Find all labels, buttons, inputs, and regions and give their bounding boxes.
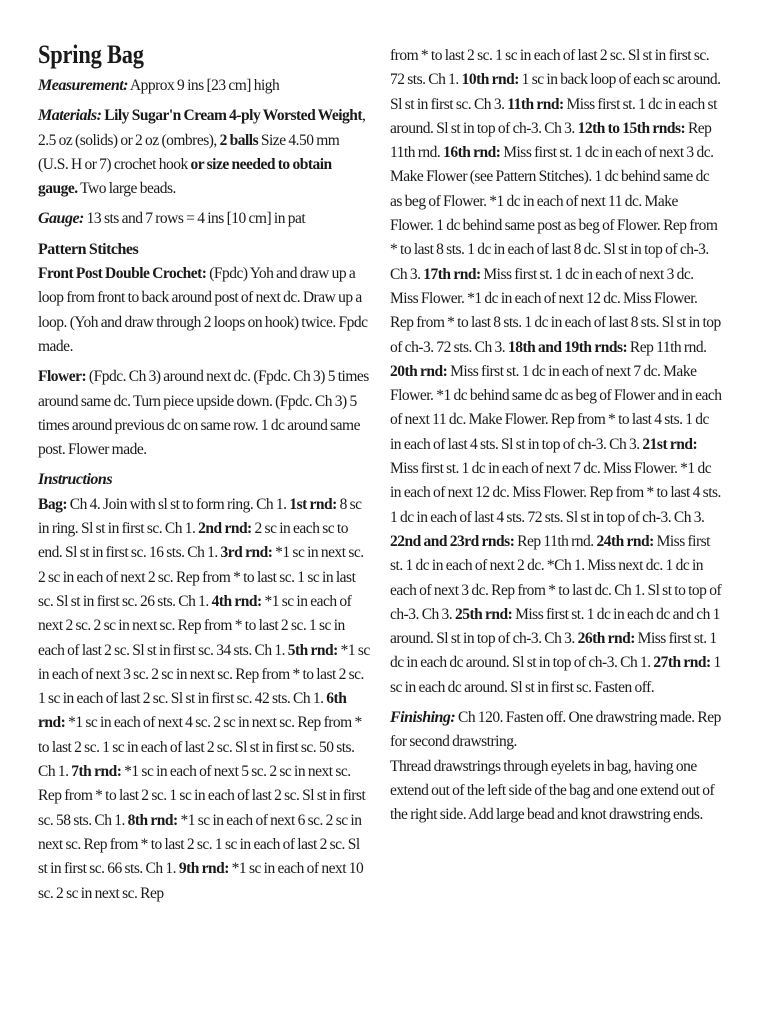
bag-label: Bag: — [38, 495, 67, 513]
finishing-paragraph — [390, 706, 722, 755]
round-text: *1 sc in each of next 4 sc. 2 sc in next sc. Rep from * to last 2 sc. 1 sc in each of last 2 sc. Sl st in first sc. 50 sts. Ch 1. — [38, 714, 362, 781]
round-label: 20th rnd: — [390, 362, 448, 380]
measurement-paragraph — [38, 74, 370, 98]
round-text: Miss first st. 1 dc in each of next 7 dc. Make Flower. *1 dc behind same dc as beg of Flower and in each of next 11 dc. Make Flower. Rep from * to last 4 sts. 1 dc in each of last 4 sts. Sl st in top of ch-3. Ch 3. — [390, 362, 722, 453]
fpdc-label: Front Post Double Crochet: — [38, 265, 207, 283]
thread-paragraph: Thread drawstrings through eyelets in bag, having one extend out of the left side of the bag and one extend out of the right side. Add large bead and knot drawstring ends. — [390, 757, 715, 824]
round-label: 22nd and 23rd rnds: — [390, 532, 515, 550]
page-title: Spring Bag — [38, 40, 144, 69]
round-label: 2nd rnd: — [198, 520, 252, 538]
flower-paragraph — [38, 365, 370, 462]
instructions-section — [38, 468, 370, 905]
round-text: *1 sc in each of next 3 sc. 2 sc in next sc. Rep from * to last 2 sc. 1 sc in each of last 2 sc. Sl st in first sc. 42 sts. Ch 1. — [38, 641, 370, 708]
round-label: 1st rnd: — [289, 495, 337, 513]
fpdc-text: (Fpdc) Yoh and draw up a loop from front to back around post of next dc. Draw up a loop. (Yoh and draw through 2 loops on hook) twice. Fpdc made. — [38, 265, 368, 355]
round-label: 10th rnd: — [461, 71, 519, 89]
bag-text: Ch 4. Join with sl st to form ring. Ch 1. — [67, 495, 290, 513]
materials-beads: Two large beads. — [77, 180, 176, 198]
right-column — [390, 44, 722, 834]
left-column — [38, 40, 370, 912]
materials-gauge-note: or size needed to obtain gauge. — [38, 155, 332, 198]
round-text: Miss first st. 1 dc in each of next 2 dc. *Ch 1. Miss next dc. 1 dc in each of next 3 dc. Rep from * to last dc. Ch 1. Sl st to top of ch-3. Ch 3. — [390, 532, 722, 623]
materials-balls: 2 balls — [219, 131, 259, 149]
pattern-stitches-heading: Pattern Stitches — [38, 240, 139, 258]
instructions-heading: Instructions — [38, 471, 113, 489]
round-text: 2 sc in each sc to end. Sl st in first sc. 16 sts. Ch 1. — [38, 520, 348, 562]
round-text: *1 sc in next sc. 2 sc in each of next 2 sc. Rep from * to last sc. 1 sc in last sc. Sl st in first sc. 26 sts. Ch 1. — [38, 544, 364, 610]
round-text: Rep 11th rnd. — [514, 532, 597, 550]
measurement-label: Measurement: — [38, 77, 128, 94]
round-text: Miss first st. 1 dc in each of next 7 dc. Miss Flower. *1 dc in each of next 12 dc. Miss Flower. Rep from * to last 4 sts. 1 dc in each of last 4 sts. 72 sts. Sl st in top of ch-3. Ch 3. — [390, 460, 721, 526]
round-label: 7th rnd: — [71, 763, 122, 781]
round-text: 1 sc in each dc around. Sl st in first sc. Fasten off. — [390, 654, 721, 696]
pattern-stitches-section — [38, 238, 370, 359]
round-label: 27th rnd: — [653, 654, 711, 672]
round-label: 6th rnd: — [38, 690, 347, 732]
round-label: 26th rnd: — [577, 630, 635, 648]
round-text: from * to last 2 sc. 1 sc in each of last 2 sc. Sl st in first sc. 72 sts. Ch 1. — [390, 47, 710, 89]
round-label: 25th rnd: — [454, 605, 513, 623]
round-text: Miss first st. 1 dc in each of next 3 dc. Make Flower (see Pattern Stitches). 1 dc behind same dc as beg of Flower. *1 dc in each of next 11 dc. Make Flower. 1 dc behind same post as beg of Flower. Rep from * to last 8 sts. 1 dc in each of last 8 dc. Sl st in top of ch-3. Ch 3. — [390, 144, 718, 283]
round-text: Miss first st. 1 dc in each dc around. Sl st in top of ch-3. Ch 1. — [390, 630, 717, 672]
round-text: Miss first st. 1 dc in each st around. Sl st in top of ch-3. Ch 3. — [390, 95, 717, 137]
round-text: Miss first st. 1 dc in each dc and ch 1 around. Sl st in top of ch-3. Ch 3. — [390, 605, 720, 648]
round-text: *1 sc in each of next 5 sc. 2 sc in next sc. Rep from * to last 2 sc. 1 sc in each of last 2 sc. Sl st in first sc. 58 sts. Ch 1. — [38, 763, 366, 829]
round-label: 8th rnd: — [127, 811, 178, 829]
round-text: Rep 11th rnd. — [627, 338, 707, 356]
round-label: 9th rnd: — [178, 860, 229, 878]
materials-hook: Size 4.50 mm (U.S. H or 7) crochet hook — [38, 131, 340, 173]
round-label: 4th rnd: — [211, 592, 262, 610]
round-label: 17th rnd: — [423, 265, 481, 283]
round-text: 1 sc in back loop of each sc around. Sl st in first sc. Ch 3. — [390, 71, 721, 113]
round-text: Rep 11th rnd. — [390, 119, 712, 162]
round-label: 24th rnd: — [596, 532, 654, 550]
finishing-text: Ch 120. Fasten off. One drawstring made. Rep for second drawstring. — [390, 709, 721, 751]
round-text: 8 sc in ring. Sl st in first sc. Ch 1. — [38, 495, 362, 538]
round-label: 3rd rnd: — [220, 544, 273, 562]
materials-label: Materials: — [38, 107, 102, 125]
round-label: 18th and 19th rnds: — [507, 338, 628, 356]
round-label: 21st rnd: — [642, 435, 698, 453]
finishing-label: Finishing: — [390, 709, 456, 727]
round-text: *1 sc in each of next 2 sc. 2 sc in next sc. Rep from * to last 2 sc. 1 sc in each of last 2 sc. Sl st in first sc. 34 sts. Ch 1. — [38, 592, 352, 659]
round-label: 5th rnd: — [287, 641, 338, 659]
materials-yarn: Lily Sugar'n Cream 4-ply Worsted Weight — [101, 107, 363, 125]
flower-text: (Fpdc. Ch 3) around next dc. (Fpdc. Ch 3) 5 times around same dc. Turn piece upside down. (Fpdc. Ch 3) 5 times around previous dc on same row. 1 dc around same post. Flower made. — [38, 368, 369, 459]
measurement-text: Approx 9 ins [23 cm] high — [128, 77, 280, 94]
round-label: 11th rnd: — [507, 95, 564, 113]
gauge-paragraph — [38, 207, 370, 231]
materials-paragraph — [38, 104, 370, 201]
round-label: 12th to 15th rnds: — [577, 119, 686, 137]
round-text: *1 sc in each of next 6 sc. 2 sc in next sc. Rep from * to last 2 sc. 1 sc in each of last 2 sc. Sl st in first sc. 66 sts. Ch 1. — [38, 811, 362, 878]
rounds-continued — [390, 44, 722, 700]
flower-label: Flower: — [38, 368, 87, 386]
materials-oz: , 2.5 oz (solids) or 2 oz (ombres), — [38, 107, 366, 149]
gauge-label: Gauge: — [38, 210, 84, 228]
round-text: *1 sc in each of next 10 sc. 2 sc in next sc. Rep — [38, 860, 364, 902]
round-label: 16th rnd: — [443, 144, 501, 162]
round-text: Miss first st. 1 dc in each of next 3 dc. Miss Flower. *1 dc in each of next 12 dc. Miss Flower. Rep from * to last 8 sts. 1 dc in each of last 8 sts. Sl st in top of ch-3. 72 sts. Ch 3. — [390, 265, 721, 356]
gauge-text: 13 sts and 7 rows = 4 ins [10 cm] in pat — [83, 210, 306, 228]
